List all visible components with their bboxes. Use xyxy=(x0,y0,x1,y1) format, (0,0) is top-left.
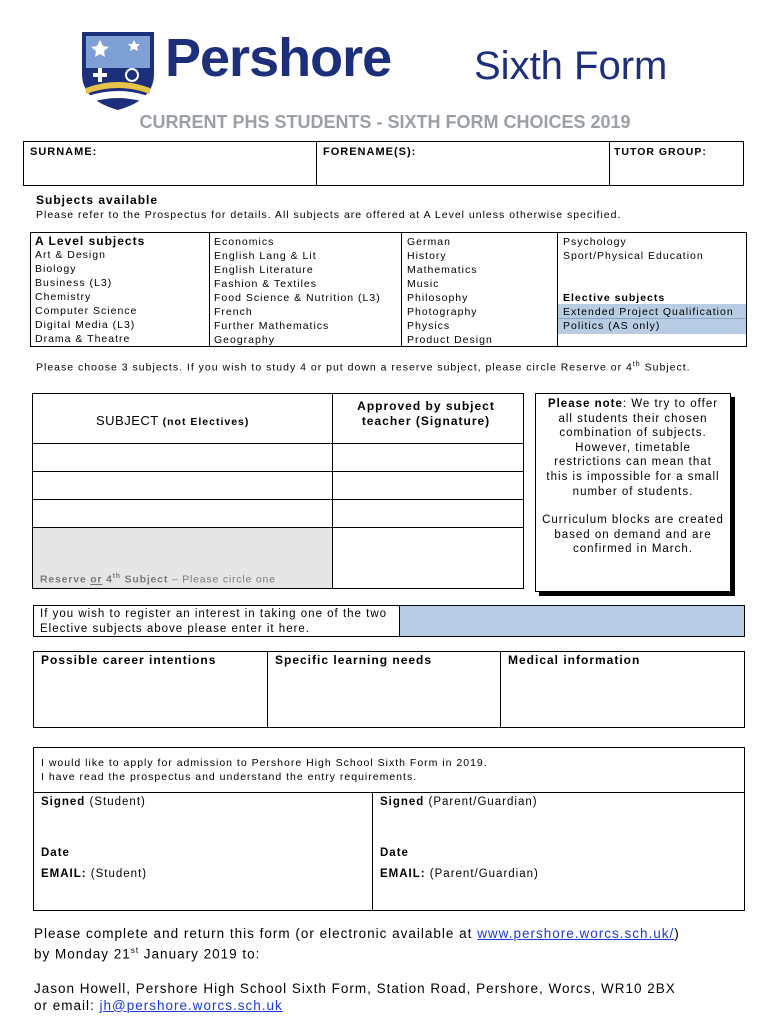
divider xyxy=(33,792,745,793)
choose-note-end: Subject. xyxy=(640,361,691,374)
career-field[interactable] xyxy=(34,670,266,727)
choose-note xyxy=(36,361,691,374)
website-link[interactable]: www.pershore.worcs.sch.uk/ xyxy=(477,926,675,941)
subject-col-header xyxy=(96,413,249,428)
student-email-field[interactable] xyxy=(34,884,371,910)
date-student-label: Date xyxy=(41,847,70,859)
please-note-text xyxy=(542,397,724,557)
please-note-body: : We try to offer all students their chosen combination of subjects. However, timetable restrictions can mean that this is impossible for a small number of students. xyxy=(546,398,720,498)
subject-choice-2[interactable] xyxy=(33,472,332,499)
email-role: (Parent/Guardian) xyxy=(425,868,539,880)
signed-word: Signed xyxy=(380,796,425,808)
subject-item: Digital Media (L3) xyxy=(35,319,136,331)
parent-signature-field[interactable] xyxy=(373,812,744,842)
subjects-note: Please refer to the Prospectus for details. All subjects are offered at A Level unless otherwise specified. xyxy=(36,209,622,221)
approved-col-header: Approved by subject teacher (Signature) xyxy=(357,399,495,428)
surname-label: SURNAME: xyxy=(30,146,98,158)
signed-role: (Student) xyxy=(85,796,146,808)
subject-choice-3[interactable] xyxy=(33,500,332,527)
subjects-col-3 xyxy=(407,235,493,347)
subject-item: Music xyxy=(407,278,440,290)
learning-needs-field[interactable] xyxy=(268,670,499,727)
email-word: EMAIL: xyxy=(380,868,426,880)
declaration-line-2: I have read the prospectus and understand the entry requirements. xyxy=(41,771,418,783)
signed-parent-label xyxy=(380,796,538,808)
choose-note-sup: th xyxy=(632,361,641,368)
approval-signature-4[interactable] xyxy=(333,528,523,588)
approval-signature-3[interactable] xyxy=(333,500,523,527)
subject-item: Psychology xyxy=(563,236,627,248)
email-link[interactable]: jh@pershore.worcs.sch.uk xyxy=(99,997,283,1013)
subject-item: Business (L3) xyxy=(35,277,113,289)
brand-pershore: Pershore xyxy=(165,28,392,88)
form-title: CURRENT PHS STUDENTS - SIXTH FORM CHOICES 2019 xyxy=(139,112,631,132)
subject-item: French xyxy=(214,306,253,318)
subject-item: Photography xyxy=(407,306,478,318)
career-label: Possible career intentions xyxy=(41,653,217,667)
tutor-group-label: TUTOR GROUP: xyxy=(614,146,707,158)
subject-item: Food Science & Nutrition (L3) xyxy=(214,292,381,304)
approval-signature-1[interactable] xyxy=(333,444,523,471)
brand-name xyxy=(165,26,391,90)
return-text-end: ) xyxy=(674,926,680,941)
forename-field[interactable] xyxy=(317,160,608,185)
email-student-label xyxy=(41,868,147,880)
reserve-note: – Please circle one xyxy=(171,573,276,586)
subject-item: History xyxy=(407,250,447,262)
reserve-or: or xyxy=(90,573,103,586)
date-parent-label: Date xyxy=(380,847,409,859)
subject-item: Mathematics xyxy=(407,264,478,276)
signed-student-label xyxy=(41,796,146,808)
brand-suffix: Sixth Form xyxy=(474,44,668,88)
subject-item: English Lang & Lit xyxy=(214,250,317,262)
divider xyxy=(399,605,400,637)
fourth-number: 4 xyxy=(106,573,113,586)
parent-email-field[interactable] xyxy=(373,884,744,910)
please-note-curriculum: Curriculum blocks are created based on demand and are confirmed in March. xyxy=(542,514,724,556)
subject-item: Computer Science xyxy=(35,305,138,317)
email-parent-label xyxy=(380,868,539,880)
subject-item: Further Mathematics xyxy=(214,320,330,332)
subject-item: Physics xyxy=(407,320,451,332)
elective-interest-label: If you wish to register an interest in taking one of the two Elective subjects above please enter it here. xyxy=(40,608,388,635)
return-instructions xyxy=(34,925,680,1014)
email-prefix: or email: xyxy=(34,997,100,1013)
subject-item: Geography xyxy=(214,334,275,346)
surname-field[interactable] xyxy=(24,160,315,185)
subject-choice-1[interactable] xyxy=(33,444,332,471)
elective-item: Politics (AS only) xyxy=(563,320,661,332)
reserve-subject-word: Subject xyxy=(124,573,169,586)
approval-signature-2[interactable] xyxy=(333,472,523,499)
elective-heading: Elective subjects xyxy=(563,292,666,304)
subjects-col-1 xyxy=(35,234,145,346)
return-line-2 xyxy=(34,942,680,963)
elective-item: Extended Project Qualification xyxy=(563,306,734,318)
medical-info-field[interactable] xyxy=(501,670,744,727)
declaration-text xyxy=(41,756,488,784)
deadline-end: January 2019 to: xyxy=(139,946,261,962)
school-crest xyxy=(78,28,158,112)
subject-item: Biology xyxy=(35,263,77,275)
subject-item: Sport/Physical Education xyxy=(563,250,704,262)
reserve-text: Reserve xyxy=(40,573,87,586)
subject-item: German xyxy=(407,236,451,248)
subject-item: Philosophy xyxy=(407,292,469,304)
divider xyxy=(401,232,402,347)
subject-item: Fashion & Textiles xyxy=(214,278,318,290)
subject-item: Product Design xyxy=(407,334,493,346)
email-role: (Student) xyxy=(86,868,148,880)
deadline-text: by Monday 21 xyxy=(34,946,131,962)
subject-header-text: SUBJECT xyxy=(96,413,159,428)
learning-needs-label: Specific learning needs xyxy=(275,653,433,667)
subjects-col-2 xyxy=(214,235,381,347)
a-level-heading: A Level subjects xyxy=(35,234,146,248)
crest-icon xyxy=(78,28,158,112)
signed-role: (Parent/Guardian) xyxy=(424,796,538,808)
subjects-col-4 xyxy=(563,235,734,333)
fourth-sup: th xyxy=(112,573,121,580)
subject-item: Chemistry xyxy=(35,291,92,303)
elective-interest-field[interactable] xyxy=(400,606,744,636)
please-note-heading: Please note xyxy=(547,398,623,410)
subject-item: Economics xyxy=(214,236,275,248)
email-word: EMAIL: xyxy=(41,868,87,880)
choose-note-text: Please choose 3 subjects. If you wish to study 4 or put down a reserve subject, please circle Reserve or 4 xyxy=(36,361,633,374)
tutor-group-field[interactable] xyxy=(610,160,743,185)
signed-word: Signed xyxy=(41,796,86,808)
contact-email-line xyxy=(34,997,680,1014)
contact-address: Jason Howell, Pershore High School Sixth Form, Station Road, Pershore, Worcs, WR10 2BX xyxy=(34,980,676,996)
deadline-sup: st xyxy=(130,946,140,955)
reserve-label xyxy=(40,573,276,586)
medical-info-label: Medical information xyxy=(508,653,641,667)
return-line-1 xyxy=(34,925,680,942)
subject-header-note: (not Electives) xyxy=(162,416,250,428)
divider xyxy=(209,232,210,347)
return-text: Please complete and return this form (or electronic available at xyxy=(34,926,478,941)
subject-item: Art & Design xyxy=(35,249,106,261)
forename-label: FORENAME(S): xyxy=(323,146,417,158)
subjects-heading: Subjects available xyxy=(36,193,159,207)
declaration-line-1: I would like to apply for admission to Pershore High School Sixth Form in 2019. xyxy=(41,757,488,769)
subject-item: Drama & Theatre xyxy=(35,333,131,345)
subject-item: English Literature xyxy=(214,264,314,276)
student-signature-field[interactable] xyxy=(34,812,371,842)
